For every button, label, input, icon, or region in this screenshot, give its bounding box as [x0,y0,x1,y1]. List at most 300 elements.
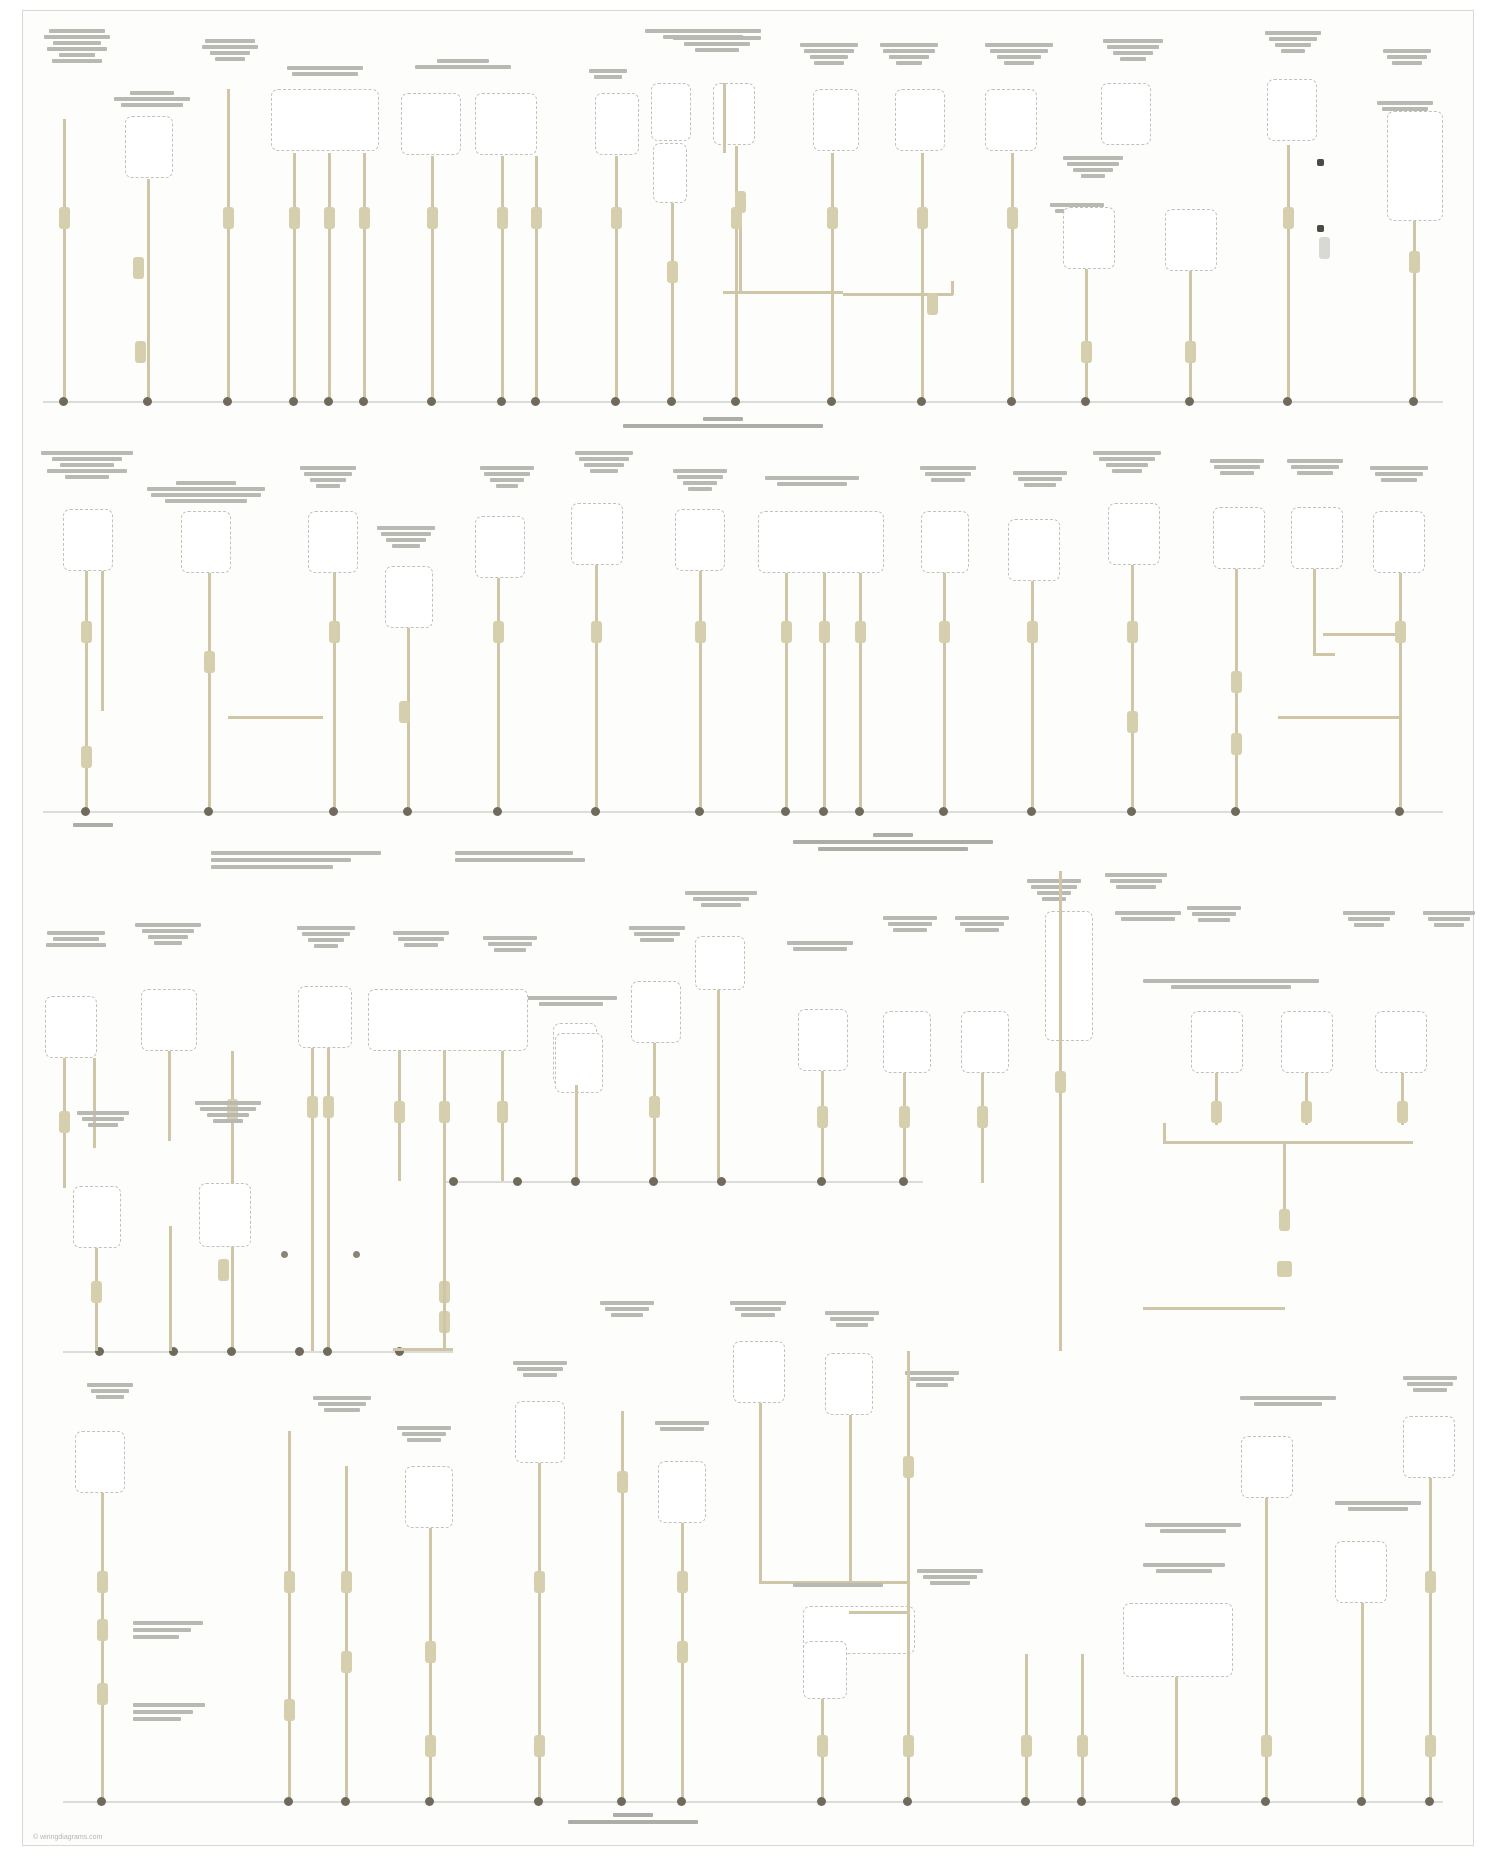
component-label [1011,471,1069,487]
component-box[interactable] [1375,1011,1427,1073]
component-label [133,923,203,945]
wire [1131,565,1134,811]
ground-node [1395,807,1404,816]
component-label [953,916,1011,932]
connector-pill[interactable] [1021,1735,1032,1757]
connector-pill[interactable] [1425,1735,1436,1757]
connector-pill[interactable] [218,1259,229,1281]
connector-pill[interactable] [97,1571,108,1593]
component-box[interactable] [1387,111,1443,221]
wire [723,83,726,153]
connector-pill[interactable] [341,1571,352,1593]
component-box[interactable] [271,89,379,151]
component-box[interactable] [1403,1416,1455,1478]
wire [1287,145,1290,401]
connector-pill[interactable] [817,1106,828,1128]
connector-pill[interactable] [1395,621,1406,643]
component-box[interactable] [1123,1603,1233,1677]
component-label [598,1301,656,1317]
component-box[interactable] [631,981,681,1043]
wire [101,571,104,711]
component-box[interactable] [895,89,945,151]
wire [859,573,862,811]
wire [1081,1654,1084,1801]
ground-node [324,397,333,406]
component-box[interactable] [368,989,528,1051]
ground-node [223,397,232,406]
ground-node [289,397,298,406]
component-box[interactable] [1101,83,1151,145]
component-label [145,481,267,503]
connector-pill[interactable] [1185,341,1196,363]
connector-pill[interactable] [827,207,838,229]
component-label [395,1426,453,1442]
connector-pill[interactable] [1211,1101,1222,1123]
wire [1175,1677,1178,1801]
connector-pill[interactable] [97,1683,108,1705]
component-box[interactable] [985,89,1037,151]
connector-pill[interactable] [819,621,830,643]
wire [735,146,738,401]
connector-pill[interactable] [1077,1735,1088,1757]
connector-pill[interactable] [307,1096,318,1118]
component-label [311,1396,373,1412]
legend-item [133,1703,205,1721]
connector-pill[interactable] [939,621,950,643]
connector-pill[interactable] [1279,1209,1290,1231]
component-label [881,916,939,932]
component-label [918,466,978,482]
connector-pill[interactable] [289,207,300,229]
connector-pill[interactable] [1397,1101,1408,1123]
wire [849,1611,907,1614]
wire [1278,716,1400,719]
component-label [1141,979,1321,989]
wire [717,990,720,1180]
component-label [1141,1563,1227,1573]
connector-pill[interactable] [133,257,144,279]
component-label [375,526,437,548]
wire [1059,871,1062,1351]
component-label [1285,459,1345,475]
ground-node [1409,397,1418,406]
ground-node [1027,807,1036,816]
wire [1025,1654,1028,1801]
component-box[interactable] [141,989,197,1051]
component-box[interactable] [298,986,352,1048]
component-label [1421,911,1477,927]
component-label [983,43,1055,65]
connector-pill[interactable] [204,651,215,673]
wire [951,281,954,295]
connector-pill[interactable] [649,1096,660,1118]
component-box[interactable] [675,509,725,571]
wire [328,153,331,401]
wire [595,565,598,811]
connector-pill[interactable] [899,1106,910,1128]
ground-node [899,1177,908,1186]
connector-pill[interactable] [1127,621,1138,643]
component-box[interactable] [758,511,884,573]
wire [921,153,924,401]
ground-node [1081,397,1090,406]
wire [831,153,834,401]
component-box[interactable] [1335,1541,1387,1603]
connector-pill[interactable] [534,1571,545,1593]
diagram-sheet [22,10,1474,1846]
component-label [903,1371,961,1387]
inline-note [793,1583,883,1587]
component-box[interactable] [883,1011,931,1073]
component-label [1333,1501,1423,1511]
component-label [1091,451,1163,473]
ground-node [649,1177,658,1186]
wire [333,573,336,811]
connector-pill[interactable] [425,1735,436,1757]
component-box[interactable] [73,1186,121,1248]
ground-node [1007,397,1016,406]
ground-node [97,1797,106,1806]
wire [671,203,674,401]
section-caption [613,417,833,428]
component-box[interactable] [308,511,358,573]
connector-pill[interactable] [399,701,410,723]
connector-pill[interactable] [1231,671,1242,693]
connector-pill[interactable] [394,1101,405,1123]
ground-node [827,397,836,406]
wire [535,156,538,401]
wire [327,1048,330,1351]
component-box[interactable] [813,89,859,151]
wire [1143,1307,1285,1310]
wire [903,1073,906,1183]
ground-node [1261,1797,1270,1806]
connector-pill[interactable] [1301,1101,1312,1123]
wire [699,571,702,811]
connector-pill[interactable] [323,1096,334,1118]
component-box[interactable] [475,93,537,155]
connector-pill[interactable] [611,207,622,229]
connector-pill[interactable] [59,1111,70,1133]
connector-pill[interactable] [497,1101,508,1123]
connector-pill[interactable] [1007,207,1018,229]
component-label [878,43,940,65]
wire [227,89,230,401]
component-box[interactable] [555,1033,603,1093]
component-box[interactable] [1191,1011,1243,1073]
connector-pill[interactable] [1425,1571,1436,1593]
ground-bus [43,401,1443,403]
component-label [1341,911,1397,927]
component-label [391,931,451,947]
component-box[interactable] [1291,507,1343,569]
wire [169,1226,172,1351]
component-box[interactable] [385,566,433,628]
wire [443,1181,446,1351]
ground-node [667,397,676,406]
connector-pill[interactable] [493,621,504,643]
component-box[interactable] [798,1009,848,1071]
component-label [298,466,358,488]
connector-pill[interactable] [1409,251,1420,273]
connector-pill[interactable] [359,207,370,229]
component-box[interactable] [181,511,231,573]
connector-pill[interactable] [617,1471,628,1493]
wire [723,291,843,294]
wire [759,1403,762,1583]
component-box[interactable] [125,116,173,178]
component-box[interactable] [921,511,969,573]
component-box[interactable] [595,93,639,155]
connector-pill[interactable] [677,1571,688,1593]
wire [429,1528,432,1801]
wire [575,1085,578,1181]
component-label [1263,31,1323,53]
connector-pill[interactable] [223,207,234,229]
connector-pill[interactable] [903,1456,914,1478]
ground-node [425,1797,434,1806]
ground-node [427,397,436,406]
connector-pill[interactable] [1231,733,1242,755]
wire [311,1048,314,1351]
ground-node [493,807,502,816]
wire [1361,1603,1364,1801]
ground-node [695,807,704,816]
component-box[interactable] [75,1431,125,1493]
wire [1413,221,1416,401]
ground-node [1077,1797,1086,1806]
ground-bus [63,1801,1443,1803]
ground-node [449,1177,458,1186]
connector-pill[interactable] [531,207,542,229]
connector-pill[interactable] [324,207,335,229]
connector-pill[interactable] [97,1619,108,1641]
ground-node [534,1797,543,1806]
component-label [1101,39,1165,61]
component-label [481,936,539,952]
component-box[interactable] [961,1011,1009,1073]
connector-pill[interactable] [1081,341,1092,363]
ground-node [781,807,790,816]
component-label [43,29,111,63]
connector-pill[interactable] [284,1571,295,1593]
connector-pill[interactable] [1127,711,1138,733]
component-label [39,451,135,479]
connector-pill[interactable] [425,1641,436,1663]
ground-node [855,807,864,816]
wire [208,573,211,811]
ground-node [611,397,620,406]
ground-node [1021,1797,1030,1806]
connector-pill[interactable] [677,1641,688,1663]
connector-pill[interactable] [591,621,602,643]
connector-pill[interactable] [81,621,92,643]
ground-node [359,397,368,406]
connector-pill[interactable] [284,1699,295,1721]
wire [228,716,323,719]
component-box[interactable] [733,1341,785,1403]
component-label [1143,1523,1243,1533]
wire [1189,271,1192,401]
component-label [763,476,861,486]
wire [393,1348,453,1351]
component-box[interactable] [1008,519,1060,581]
component-box[interactable] [713,83,755,145]
wire [1031,581,1034,811]
ground-node [59,397,68,406]
component-label [1208,459,1266,475]
wire [431,156,434,401]
wire [1313,569,1316,655]
component-box[interactable] [515,1401,565,1463]
ground-node [571,1177,580,1186]
connector-pill[interactable] [781,621,792,643]
component-label [785,941,855,951]
connector-pill[interactable] [927,293,938,315]
ground-node [403,807,412,816]
component-box[interactable] [653,143,687,203]
component-box[interactable] [571,503,623,565]
ground-node [531,397,540,406]
component-label [573,451,635,473]
ground-node [1127,807,1136,816]
connector-pill[interactable] [695,621,706,643]
connector-pill[interactable] [977,1106,988,1128]
connector-pill[interactable] [1283,207,1294,229]
component-label [193,1101,263,1123]
ground-node [817,1797,826,1806]
component-box[interactable] [1267,79,1317,141]
wire [1163,1123,1166,1143]
connector-pill[interactable] [735,191,746,213]
wire [849,1415,852,1583]
component-label [671,469,729,491]
wire [615,156,618,401]
connector-pill[interactable] [135,341,146,363]
component-label [1025,879,1083,901]
component-label [798,43,860,65]
component-box[interactable] [475,516,525,578]
ground-node [323,1347,332,1356]
component-label [1103,873,1169,889]
ground-node [143,397,152,406]
component-box[interactable] [401,93,461,155]
component-box[interactable] [651,83,691,141]
connector-pill[interactable] [667,261,678,283]
connector-pill[interactable] [1261,1735,1272,1757]
connector-pill[interactable] [59,207,70,229]
connector-pill[interactable] [439,1101,450,1123]
component-label [85,1383,135,1399]
component-box[interactable] [1213,507,1265,569]
component-label [683,891,759,907]
component-box[interactable] [1241,1436,1293,1498]
component-box[interactable] [1045,911,1093,1041]
component-box[interactable] [695,936,745,990]
connector-pill[interactable] [1277,1261,1292,1277]
connector-pill[interactable] [81,746,92,768]
connector-pill[interactable] [855,621,866,643]
component-label [75,1111,131,1127]
ground-node [1283,397,1292,406]
component-box[interactable] [1281,1011,1333,1073]
component-box[interactable] [63,509,113,571]
wire [63,119,66,401]
section-caption [563,1813,703,1824]
ground-node [903,1797,912,1806]
connector-pill[interactable] [329,621,340,643]
component-box[interactable] [199,1183,251,1247]
ground-node [939,807,948,816]
ground-node [617,1797,626,1806]
connector-pill[interactable] [917,207,928,229]
wire [943,573,946,811]
ground-node [1171,1797,1180,1806]
wire [93,1058,96,1148]
ground-node [1185,397,1194,406]
footer-text: © wiringdiagrams.com [33,1834,103,1841]
ground-node [81,807,90,816]
component-box[interactable] [658,1461,706,1523]
connector-pill[interactable] [427,207,438,229]
connector-pill[interactable] [91,1281,102,1303]
wire [907,1351,910,1801]
connector-pill[interactable] [1055,1071,1066,1093]
component-box[interactable] [45,996,97,1058]
section-caption [71,823,115,827]
wire [981,1073,984,1183]
connector-pill[interactable] [341,1651,352,1673]
splice-node [353,1251,360,1258]
connector-pill[interactable] [534,1735,545,1757]
component-label [45,931,107,947]
component-box[interactable] [405,1466,453,1528]
component-label [915,1569,985,1585]
component-box[interactable] [1108,503,1160,565]
component-box[interactable] [1063,207,1115,269]
connector-pill[interactable] [497,207,508,229]
wire [823,573,826,811]
wire [1399,573,1402,811]
connector-pill[interactable] [1319,237,1330,259]
ground-node [341,1797,350,1806]
component-label [627,926,687,942]
component-box[interactable] [825,1353,873,1415]
wire [1323,633,1401,636]
wire [147,179,150,401]
component-label [653,1421,711,1431]
component-label [523,996,619,1006]
legend-item [133,1621,203,1639]
component-box[interactable] [1373,511,1425,573]
connector-pill[interactable] [1027,621,1038,643]
wire [101,1493,104,1801]
component-box[interactable] [1165,209,1217,271]
wire [293,153,296,401]
ground-node [817,1177,826,1186]
component-label [1238,1396,1338,1406]
splice-node [1317,225,1324,232]
component-label [1401,1376,1459,1392]
component-box[interactable] [803,1641,847,1699]
connector-pill[interactable] [903,1735,914,1757]
component-label [295,926,357,948]
ground-node [677,1797,686,1806]
splice-node [281,1251,288,1258]
ground-node [227,1347,236,1356]
wire [168,1051,171,1141]
connector-pill[interactable] [817,1735,828,1757]
